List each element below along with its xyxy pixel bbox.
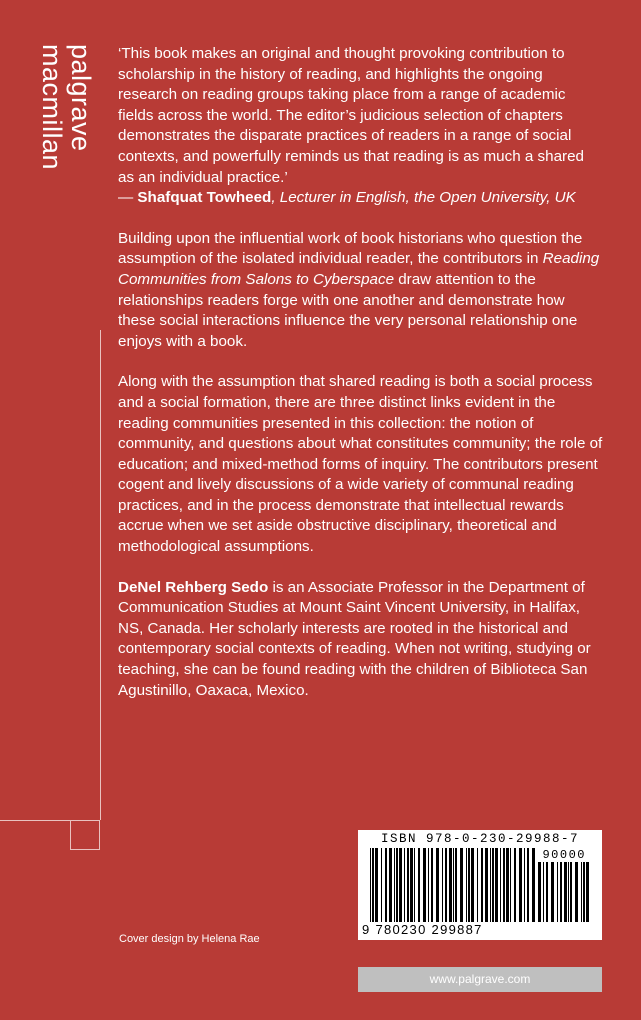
- decorative-line-vertical: [100, 330, 101, 820]
- barcode-bar: [453, 848, 454, 922]
- barcode-bar: [404, 848, 405, 922]
- barcode-bar: [551, 862, 554, 922]
- barcode-bar: [527, 848, 529, 922]
- barcode-bar: [423, 848, 426, 922]
- barcode-bar: [570, 862, 572, 922]
- barcode-bar: [500, 848, 501, 922]
- barcode-bar: [375, 848, 378, 922]
- barcode-bar: [583, 862, 585, 922]
- book-title-italic: Reading Communities from Salons to Cyberspace: [118, 250, 600, 288]
- barcode-bar: [418, 848, 420, 922]
- cover-design-credit: Cover design by Helena Rae: [119, 933, 260, 945]
- barcode-bar: [575, 862, 578, 922]
- barcode-bar: [560, 862, 562, 922]
- barcode-bar: [532, 848, 535, 922]
- barcode-bars: [368, 848, 536, 922]
- quote-text: ‘This book makes an original and thought provoking contribution to scholarship in the history of reading, and highlights the ongoing research on reading groups taking place from a range of academic fields across the world. The editor’s judicious selection of chapters demonstrates the disparate practices of readers in a range of social contexts, and powerfully reminds us that reading is as much a shared as an individual practice.’: [118, 45, 584, 186]
- decorative-square: [70, 820, 100, 850]
- barcode-bar: [399, 848, 402, 922]
- barcode-bar: [490, 848, 491, 922]
- ean-digits: 9 780230 299887: [362, 922, 483, 937]
- barcode-bar: [394, 848, 395, 922]
- barcode-bar: [414, 848, 415, 922]
- barcode-bar: [410, 848, 413, 922]
- barcode-bar: [428, 848, 429, 922]
- editor-bio-text: is an Associate Professor in the Department of Communication Studies at Mount Saint Vincent University, in Halifax, NS, Canada. Her scholarly interests are rooted in the historical and contemporary social contexts of reading. When not writing, studying or teaching, she can be found reading with the children of Biblioteca San Agustinillo, Oaxaca, Mexico.: [118, 578, 591, 699]
- barcode-bar: [389, 848, 392, 922]
- barcode-addon-bars: [536, 862, 594, 922]
- barcode-bar: [481, 848, 483, 922]
- barcode-bar: [471, 848, 474, 922]
- publisher-website[interactable]: www.palgrave.com: [358, 967, 602, 992]
- barcode-bar: [460, 848, 463, 922]
- barcode-bar: [370, 848, 371, 922]
- barcode-bar: [468, 848, 470, 922]
- barcode-bar: [546, 862, 548, 922]
- description-paragraph-2: Along with the assumption that shared reading is both a social process and a social formation, there are three distinct links evident in the reading communities presented in this collection: the notion of community, and questions about what constitutes community; the role of education; and mixed-method forms of inquiry. The contributors present cogent and lively discussions of a wide variety of communal reading practices, and in the process demonstrate that intellectual rewards accrue when we set aside obstructive disciplinary, theoretical and methodological assumptions.: [118, 373, 603, 556]
- barcode-bar: [466, 848, 467, 922]
- para1-text-before: Building upon the influential work of book historians who question the assumption of the isolated individual reader, the contributors in: [118, 229, 583, 268]
- quote-dash: —: [118, 189, 138, 207]
- isbn-number: ISBN 978-0-230-29988-7: [380, 832, 580, 846]
- barcode-bar: [514, 848, 516, 922]
- barcode-bar: [485, 848, 488, 922]
- endorsement-quote: [118, 44, 604, 209]
- editor-bio: [118, 578, 604, 702]
- barcode-bar: [381, 848, 382, 922]
- quote-affiliation: , Lecturer in English, the Open University, UK: [271, 189, 576, 207]
- price-code: 90000: [542, 848, 586, 862]
- blurb-text: [118, 44, 604, 721]
- barcode-bar: [538, 862, 541, 922]
- barcode-bar: [503, 848, 505, 922]
- barcode-bar: [495, 848, 498, 922]
- barcode-bar: [455, 848, 457, 922]
- quote-author: Shafquat Towheed: [137, 189, 272, 207]
- barcode-bar: [442, 848, 443, 922]
- barcode-bar: [510, 848, 511, 922]
- barcode-bar: [385, 848, 387, 922]
- barcode-bar: [477, 848, 478, 922]
- barcode-bar: [519, 848, 522, 922]
- barcode-bar: [506, 848, 509, 922]
- barcode-bar: [396, 848, 398, 922]
- para1-text-after: draw attention to the relationships readers forge with one another and demonstrate how these social interactions influence the very personal relationship one enjoys with a book.: [118, 270, 578, 350]
- barcode-bar: [449, 848, 452, 922]
- barcode-bar: [568, 862, 569, 922]
- barcode-bar: [445, 848, 447, 922]
- isbn-barcode: [358, 830, 602, 940]
- publisher-logo: [12, 40, 102, 210]
- barcode-bar: [524, 848, 525, 922]
- barcode-bar: [436, 848, 439, 922]
- publisher-logo-line1: palgrave: [66, 44, 96, 152]
- description-paragraph-1: [118, 229, 604, 353]
- barcode-bar: [372, 848, 374, 922]
- barcode-bar: [586, 862, 589, 922]
- decorative-line-horizontal: [0, 820, 70, 821]
- barcode-bar: [564, 862, 567, 922]
- barcode-bar: [407, 848, 409, 922]
- barcode-bar: [581, 862, 582, 922]
- barcode-bar: [431, 848, 433, 922]
- barcode-bar: [543, 862, 544, 922]
- barcode-bar: [492, 848, 494, 922]
- barcode-bar: [557, 862, 558, 922]
- publisher-logo-line2: macmillan: [37, 44, 67, 171]
- editor-name: DeNel Rehberg Sedo: [118, 578, 269, 596]
